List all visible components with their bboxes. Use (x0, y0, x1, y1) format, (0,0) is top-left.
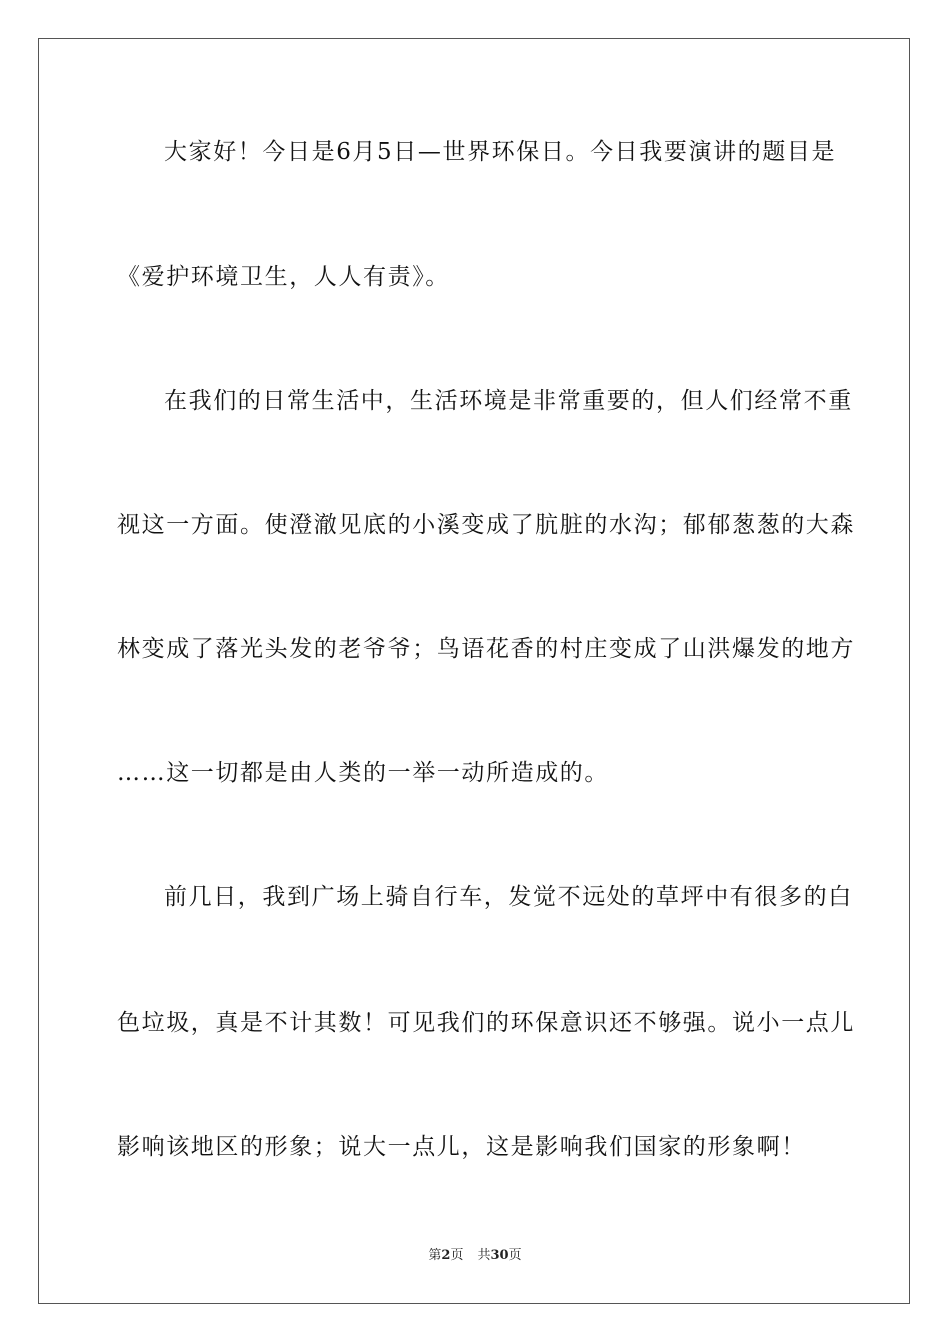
total-prefix: 共 (477, 1248, 491, 1263)
page-prefix: 第 (428, 1248, 442, 1263)
paragraph-1-line-1: 大家好！今日是6月5日—世界环保日。今日我要演讲的题目是 (164, 139, 837, 165)
page-border (38, 38, 910, 1304)
paragraph-3-line-2: 色垃圾，真是不计其数！可见我们的环保意识还不够强。说小一点儿 (117, 1010, 855, 1036)
page-suffix: 页 (450, 1248, 464, 1263)
page-number: 2 (441, 1248, 451, 1263)
total-suffix: 页 (508, 1248, 522, 1263)
total-pages: 30 (490, 1248, 509, 1263)
paragraph-2-line-4: ……这一切都是由人类的一举一动所造成的。 (117, 760, 609, 786)
paragraph-1-line-2: 《爱护环境卫生，人人有责》。 (117, 264, 450, 290)
page-footer (0, 1247, 950, 1265)
paragraph-3-line-3: 影响该地区的形象；说大一点儿，这是影响我们国家的形象啊！ (117, 1134, 806, 1160)
paragraph-2-line-1: 在我们的日常生活中，生活环境是非常重要的，但人们经常不重 (164, 388, 853, 414)
paragraph-2-line-3: 林变成了落光头发的老爷爷；鸟语花香的村庄变成了山洪爆发的地方 (117, 636, 855, 662)
paragraph-2-line-2: 视这一方面。使澄澈见底的小溪变成了肮脏的水沟；郁郁葱葱的大森 (117, 512, 855, 538)
paragraph-3-line-1: 前几日，我到广场上骑自行车，发觉不远处的草坪中有很多的白 (164, 884, 853, 910)
